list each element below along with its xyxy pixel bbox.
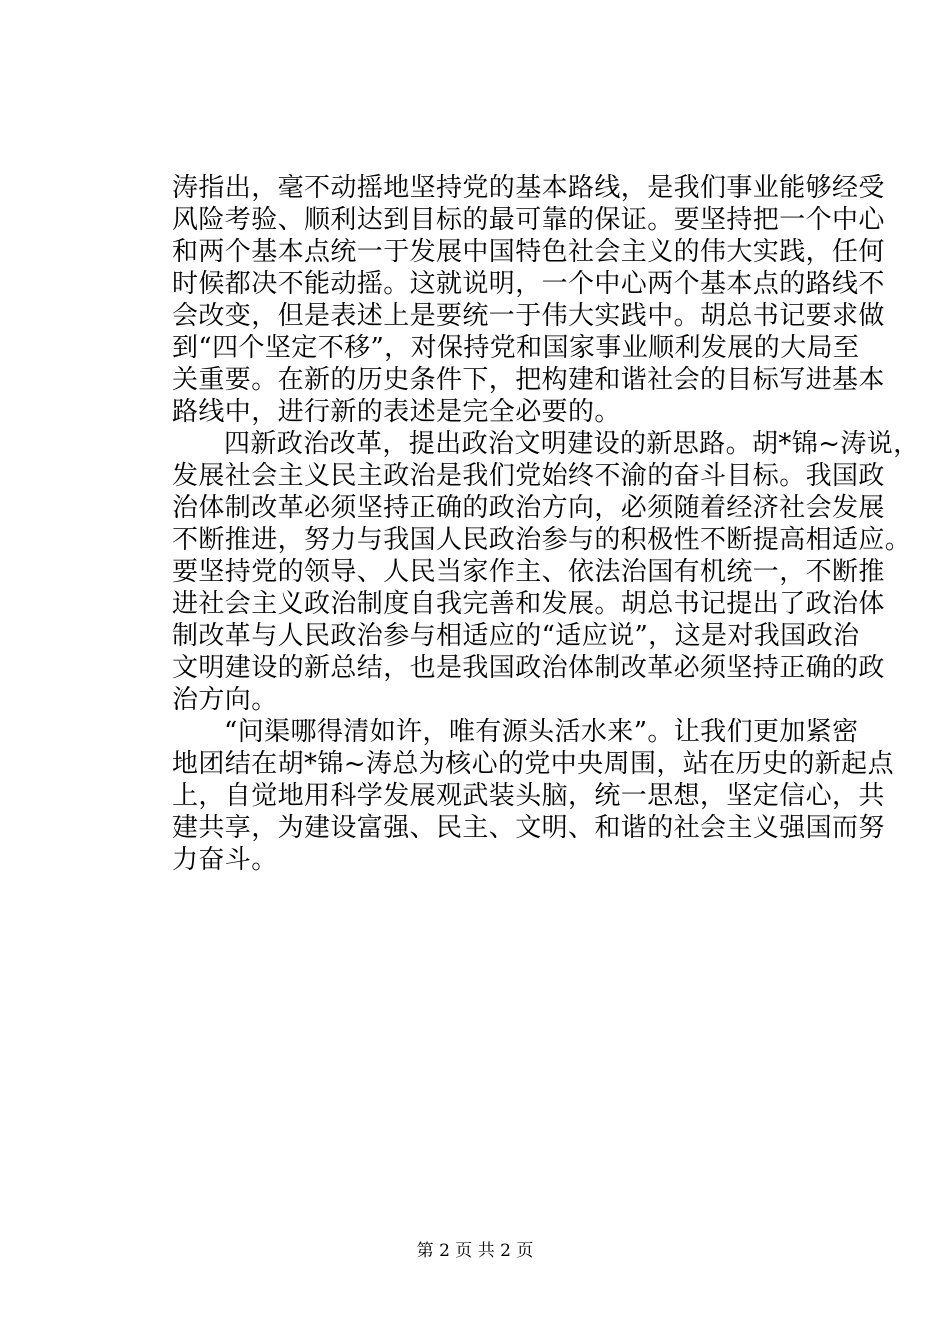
text-line-indented: “问渠哪得清如许，唯有源头活水来”。让我们更加紧密 xyxy=(224,717,859,747)
text-line: 和两个基本点统一于发展中国特色社会主义的伟大实践，任何 xyxy=(172,237,885,267)
text-line: 建共享，为建设富强、民主、文明、和谐的社会主义强国而努 xyxy=(172,813,885,843)
text-line: 治方向。 xyxy=(172,685,278,715)
text-line: 进社会主义政治制度自我完善和发展。胡总书记提出了政治体 xyxy=(172,589,885,619)
text-line: 涛指出，毫不动摇地坚持党的基本路线，是我们事业能够经受 xyxy=(172,173,885,203)
text-line: 要坚持党的领导、人民当家作主、依法治国有机统一，不断推 xyxy=(172,557,885,587)
text-line: 路线中，进行新的表述是完全必要的。 xyxy=(172,397,621,427)
text-line: 发展社会主义民主政治是我们党始终不渝的奋斗目标。我国政 xyxy=(172,461,885,491)
text-line: 关重要。在新的历史条件下，把构建和谐社会的目标写进基本 xyxy=(172,365,885,395)
page-footer xyxy=(0,1240,950,1262)
text-line: 地团结在胡*锦~涛总为核心的党中央周围，站在历史的新起点 xyxy=(172,749,894,779)
text-line: 时候都决不能动摇。这就说明，一个中心两个基本点的路线不 xyxy=(172,269,885,299)
text-line: 风险考验、顺利达到目标的最可靠的保证。要坚持把一个中心 xyxy=(172,205,885,235)
text-line: 制改革与人民政治参与相适应的“适应说”，这是对我国政治 xyxy=(172,621,860,651)
text-line: 治体制改革必须坚持正确的政治方向，必须随着经济社会发展 xyxy=(172,493,885,523)
text-line: 会改变，但是表述上是要统一于伟大实践中。胡总书记要求做 xyxy=(172,301,885,331)
text-line: 文明建设的新总结，也是我国政治体制改革必须坚持正确的政 xyxy=(172,653,885,683)
text-line: 不断推进，努力与我国人民政治参与的积极性不断提高相适应。 xyxy=(172,525,912,555)
text-line: 力奋斗。 xyxy=(172,845,278,875)
text-line: 到“四个坚定不移”，对保持党和国家事业顺利发展的大局至 xyxy=(172,333,860,363)
document-body xyxy=(172,172,920,876)
text-line-indented: 四新政治改革，提出政治文明建设的新思路。胡*锦~涛说， xyxy=(224,429,920,459)
page-number-label: 第 2 页 共 2 页 xyxy=(416,1241,534,1261)
text-line: 上，自觉地用科学发展观武装头脑，统一思想，坚定信心，共 xyxy=(172,781,885,811)
